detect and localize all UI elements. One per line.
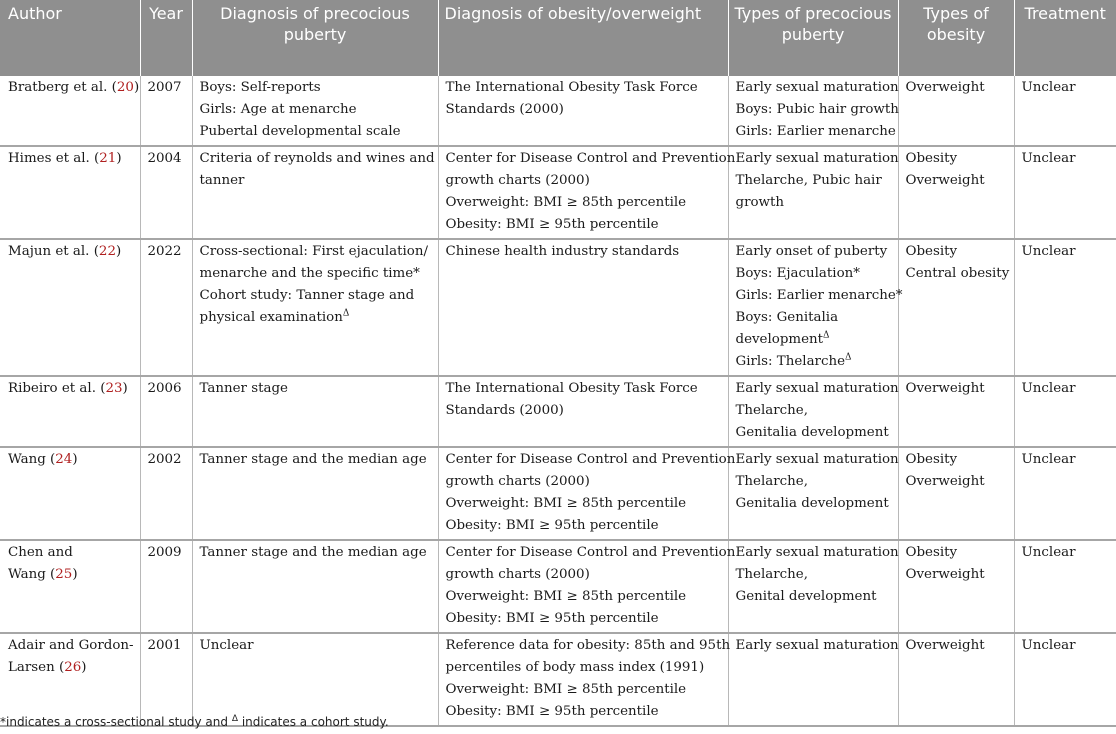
types-pp-cell <box>728 76 898 146</box>
author-cell <box>0 76 140 146</box>
column-header: Year <box>140 0 192 76</box>
cell-line: Center for Disease Control and Prevention <box>445 452 736 467</box>
cell-line: Girls: Earlier menarche* <box>735 288 903 303</box>
column-header: Diagnosis of precocious puberty <box>192 0 438 76</box>
cell-line: Tanner stage and the median age <box>199 452 427 467</box>
diagnosis-obesity-cell <box>438 540 736 633</box>
cell-line: Unclear <box>199 638 254 653</box>
diagnosis-pp-cell <box>192 76 438 146</box>
cell-line: Thelarche, <box>735 474 808 489</box>
table-row <box>0 447 1116 540</box>
treatment-cell: Unclear <box>1014 376 1116 447</box>
author-line <box>8 657 134 679</box>
reference-link[interactable]: 20 <box>116 80 134 95</box>
diagnosis-pp-cell <box>192 376 438 447</box>
cell-line: Thelarche, <box>735 567 808 582</box>
cell-line: percentiles of body mass index (1991) <box>445 660 705 675</box>
column-header: Types of obesity <box>898 0 1014 76</box>
author-line <box>8 564 134 586</box>
diagnosis-pp-cell <box>192 146 438 239</box>
cell-line: Overweight <box>905 173 985 188</box>
column-header: Treatment <box>1014 0 1116 76</box>
column-header: Author <box>0 0 140 76</box>
author-paren: ) <box>81 660 87 675</box>
author-line <box>8 148 134 170</box>
cell-line: Obesity <box>905 244 958 259</box>
author-paren: ) <box>72 567 78 582</box>
cell-line: Obesity: BMI ≥ 95th percentile <box>445 611 659 626</box>
author-line <box>8 449 134 471</box>
footnote <box>0 715 389 729</box>
reference-link[interactable]: 22 <box>98 244 116 259</box>
types-obesity-cell <box>898 376 1014 447</box>
author-line <box>8 77 140 99</box>
cell-line: growth charts (2000) <box>445 173 590 188</box>
author-line <box>8 378 134 400</box>
author-cell <box>0 146 140 239</box>
cell-line: Cohort study: Tanner stage and <box>199 288 415 303</box>
types-obesity-cell <box>898 76 1014 146</box>
column-header: Types of precocious puberty <box>728 0 898 76</box>
treatment-cell: Unclear <box>1014 146 1116 239</box>
cell-line: Cross-sectional: First ejaculation/ <box>199 244 428 259</box>
author-name: Majun et al. ( <box>8 244 99 259</box>
cell-line: Overweight: BMI ≥ 85th percentile <box>445 195 687 210</box>
types-pp-cell <box>728 239 903 376</box>
table-row <box>0 540 1116 633</box>
cell-line: Overweight <box>905 80 985 95</box>
cell-line: Obesity <box>905 452 958 467</box>
author-paren: ) <box>133 80 140 95</box>
table-body <box>0 76 1116 726</box>
author-cell <box>0 633 140 726</box>
types-obesity-cell <box>898 447 1014 540</box>
cell-line: Chinese health industry standards <box>445 244 680 259</box>
cell-line: Boys: Self-reports <box>199 80 321 95</box>
cell-line: Early onset of puberty <box>735 244 888 259</box>
cell-line: Overweight <box>905 381 985 396</box>
cell-line: Overweight: BMI ≥ 85th percentile <box>445 682 687 697</box>
cell-line: Early sexual maturation <box>735 151 899 166</box>
cell-line: Obesity: BMI ≥ 95th percentile <box>445 217 659 232</box>
diagnosis-pp-cell <box>192 447 438 540</box>
author-name: Bratberg et al. ( <box>8 80 117 95</box>
treatment-cell: Unclear <box>1014 540 1116 633</box>
author-line <box>8 241 134 263</box>
reference-link[interactable]: 21 <box>99 151 117 166</box>
treatment-cell: Unclear <box>1014 76 1116 146</box>
cell-line: The International Obesity Task Force <box>445 80 698 95</box>
reference-link[interactable]: 25 <box>55 567 73 582</box>
types-pp-cell <box>728 146 898 239</box>
cell-line: Early sexual maturation <box>735 452 899 467</box>
diagnosis-obesity-cell <box>438 633 731 726</box>
cell-line: Early sexual maturation <box>735 638 899 653</box>
author-cell <box>0 540 140 633</box>
cell-line: Tanner stage <box>199 381 288 396</box>
cell-line: The International Obesity Task Force <box>445 381 698 396</box>
diagnosis-pp-cell <box>192 540 438 633</box>
treatment-cell: Unclear <box>1014 447 1116 540</box>
diagnosis-obesity-cell <box>438 146 736 239</box>
diagnosis-obesity-cell <box>438 376 728 447</box>
year-cell: 2007 <box>140 76 192 146</box>
cell-line: Boys: Ejaculation* <box>735 266 860 281</box>
author-cell <box>0 447 140 540</box>
cell-line: Early sexual maturation <box>735 381 899 396</box>
cell-line: Genital development <box>735 589 877 604</box>
author-cell <box>0 376 140 447</box>
diagnosis-obesity-cell <box>438 239 728 376</box>
author-paren: ) <box>115 244 122 259</box>
author-paren: ) <box>122 381 128 396</box>
cell-line: physical examination$^\Delta$ <box>199 308 350 325</box>
cell-line: menarche and the specific time* <box>199 266 420 281</box>
year-cell: 2002 <box>140 447 192 540</box>
cell-line: growth charts (2000) <box>445 474 590 489</box>
cell-line: Girls: Age at menarche <box>199 102 357 117</box>
author-paren: ) <box>72 452 78 467</box>
table-row <box>0 376 1116 447</box>
cell-line: Standards (2000) <box>445 102 564 117</box>
cell-line: Overweight <box>905 474 985 489</box>
author-name: Wang ( <box>8 452 56 467</box>
types-pp-cell <box>728 447 898 540</box>
year-cell: 2006 <box>140 376 192 447</box>
cell-line: growth charts (2000) <box>445 567 590 582</box>
cell-line: Standards (2000) <box>445 403 564 418</box>
treatment-cell: Unclear <box>1014 239 1116 376</box>
cell-line: Boys: Pubic hair growth <box>735 102 899 117</box>
diagnosis-pp-cell <box>192 633 438 726</box>
cell-line: Thelarche, Pubic hair <box>735 173 882 188</box>
author-paren: ) <box>116 151 122 166</box>
cell-line: Center for Disease Control and Prevention <box>445 151 736 166</box>
types-pp-cell <box>728 540 898 633</box>
cell-line: Early sexual maturation <box>735 545 899 560</box>
cell-line: Genitalia development <box>735 425 889 440</box>
table-row <box>0 76 1116 146</box>
cell-line: Pubertal developmental scale <box>199 124 401 139</box>
reference-link[interactable]: 26 <box>64 660 82 675</box>
reference-link[interactable]: 23 <box>105 381 123 396</box>
cell-line: Overweight: BMI ≥ 85th percentile <box>445 496 687 511</box>
cell-line: tanner <box>199 173 245 188</box>
author-name: Larsen ( <box>8 660 65 675</box>
cell-line: development$^\Delta$ <box>735 330 830 347</box>
author-name: Ribeiro et al. ( <box>8 381 106 396</box>
cell-line: Obesity: BMI ≥ 95th percentile <box>445 704 659 719</box>
cell-line: Overweight: BMI ≥ 85th percentile <box>445 589 687 604</box>
year-cell: 2004 <box>140 146 192 239</box>
cell-line: Girls: Thelarche$^\Delta$ <box>735 352 852 369</box>
cell-line: Obesity <box>905 545 958 560</box>
types-obesity-cell <box>898 540 1014 633</box>
table-row <box>0 146 1116 239</box>
reference-link[interactable]: 24 <box>55 452 73 467</box>
cell-line: Criteria of reynolds and wines and <box>199 151 435 166</box>
diagnosis-pp-cell <box>192 239 438 376</box>
types-pp-cell <box>728 376 898 447</box>
diagnosis-obesity-cell <box>438 447 736 540</box>
year-cell: 2009 <box>140 540 192 633</box>
year-cell: 2022 <box>140 239 192 376</box>
diagnosis-obesity-cell <box>438 76 728 146</box>
cell-line: Center for Disease Control and Prevention <box>445 545 736 560</box>
types-obesity-cell <box>898 633 1014 726</box>
author-name: Himes et al. ( <box>8 151 100 166</box>
cell-line: Early sexual maturation <box>735 80 899 95</box>
author-line: Adair and Gordon- <box>8 638 134 653</box>
types-obesity-cell <box>898 146 1014 239</box>
cell-line: Obesity: BMI ≥ 95th percentile <box>445 518 659 533</box>
types-obesity-cell <box>898 239 1014 376</box>
author-name: Wang ( <box>8 567 56 582</box>
cell-line: Thelarche, <box>735 403 808 418</box>
cell-line: Genitalia development <box>735 496 889 511</box>
cell-line: Reference data for obesity: 85th and 95th <box>445 638 731 653</box>
cell-line: Girls: Earlier menarche <box>735 124 896 139</box>
cell-line: Central obesity <box>905 266 1010 281</box>
types-pp-cell <box>728 633 898 726</box>
footnote-delta-symbol: Δ <box>231 714 238 724</box>
footnote-text-2: indicates a cohort study. <box>238 715 389 729</box>
cell-line: growth <box>735 195 785 210</box>
cell-line: Tanner stage and the median age <box>199 545 427 560</box>
cell-line: Overweight <box>905 638 985 653</box>
cell-line: Boys: Genitalia <box>735 310 839 325</box>
cell-line: Overweight <box>905 567 985 582</box>
year-cell: 2001 <box>140 633 192 726</box>
author-line: Chen and <box>8 545 73 560</box>
author-cell <box>0 239 140 376</box>
table-row <box>0 633 1116 726</box>
header-row <box>0 0 1116 76</box>
table-row <box>0 239 1116 376</box>
cell-line: Obesity <box>905 151 958 166</box>
footnote-text-1: *indicates a cross-sectional study and <box>0 715 232 729</box>
treatment-cell: Unclear <box>1014 633 1116 726</box>
column-header: Diagnosis of obesity/overweight <box>438 0 728 76</box>
